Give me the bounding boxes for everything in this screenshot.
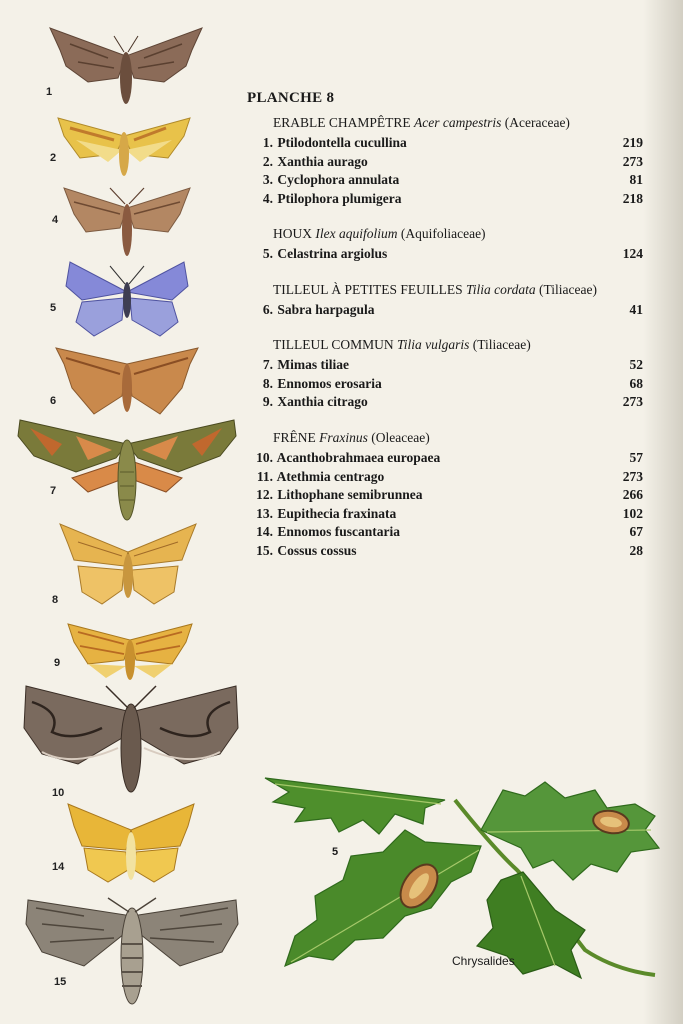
figure-number: 5 [332,846,339,858]
figure-number: 6 [50,395,57,407]
species-name: Ptilophora plumigera [277,190,402,206]
item-number: 7. [262,357,273,372]
species-name: Ennomos fuscantaria [277,524,401,540]
holly-branch-illustration [255,760,675,985]
figure-number: 7 [50,485,57,497]
latin-name: Acer campestris [414,115,502,130]
section-heading [247,337,643,353]
species-row [247,486,643,505]
moth-illustration-2 [56,110,192,182]
species-name: Lithophane semibrunnea [277,487,423,503]
page-number: 41 [629,302,643,317]
figure-number: 4 [52,214,59,226]
item-number: 6. [262,302,273,317]
chrysalides-caption: Chrysalides [452,954,515,968]
item-number: 1. [262,135,273,150]
page-number: 81 [629,172,643,188]
item-number: 5. [262,246,273,261]
species-row [247,356,643,375]
section-heading [247,430,643,446]
species-row [247,505,643,524]
item-number: 2. [262,153,273,169]
figure-number: 14 [52,861,65,873]
species-row [247,542,643,561]
plate-title: PLANCHE 8 [247,90,335,106]
page-number: 124 [622,246,643,261]
species-name: Mimas tiliae [277,357,349,372]
latin-name: Tilia vulgaris [397,337,470,352]
species-name: Xanthia citrago [277,394,368,410]
common-name: ERABLE CHAMPÊTRE [273,115,411,130]
section-heading [247,282,643,298]
page-number: 67 [629,524,643,540]
moth-illustration-4 [62,180,192,258]
species-row [247,153,643,172]
page-number: 52 [629,357,643,372]
section-erable [247,115,643,208]
figure-number: 5 [50,302,57,314]
page-number: 273 [622,153,643,169]
section-frene [247,430,643,561]
common-name: FRÊNE [273,430,316,445]
moth-plate [0,0,240,1024]
common-name: TILLEUL À PETITES FEUILLES [273,282,463,297]
species-name: Cossus cossus [277,542,357,558]
moth-illustration-9 [66,616,194,684]
species-row [247,468,643,487]
species-name: Ennomos erosaria [277,375,382,391]
moth-illustration-6 [54,344,200,420]
figure-number: 8 [52,594,59,606]
section-heading [247,226,643,242]
moth-illustration-5 [64,256,190,340]
common-name: TILLEUL COMMUN [273,337,394,352]
moth-illustration-15 [24,894,240,1006]
species-name: Sabra harpagula [277,302,375,317]
species-row [247,523,643,542]
item-number: 11. [256,468,273,484]
item-number: 8. [262,375,273,391]
item-number: 3. [262,172,273,188]
species-name: Cyclophora annulata [277,172,400,188]
latin-name: Ilex aquifolium [315,226,398,241]
family-name: (Tiliaceae) [538,282,597,297]
species-row [247,171,643,190]
species-name: Celastrina argiolus [277,246,388,261]
item-number: 13. [256,505,273,521]
item-number: 9. [262,394,273,410]
item-number: 14. [256,524,273,540]
species-row [247,449,643,468]
species-row [247,190,643,209]
family-name: (Aquifoliaceae) [400,226,486,241]
figure-number: 9 [54,657,61,669]
item-number: 10. [256,450,273,465]
species-row [247,375,643,394]
moth-illustration-1 [48,22,204,108]
latin-name: Fraxinus [319,430,368,445]
moth-illustration-10 [22,682,240,800]
page-number: 68 [629,375,643,391]
figure-number: 2 [50,152,57,164]
species-name: Atethmia centrago [276,468,385,484]
section-tilleul-commun [247,337,643,412]
figure-number: 10 [52,787,65,799]
page-number: 273 [622,468,643,484]
family-name: (Oleaceae) [371,430,430,445]
species-row [247,134,643,153]
page-number: 102 [622,505,643,521]
figure-number: 15 [54,976,67,988]
moth-illustration-14 [66,800,196,884]
species-name: Xanthia aurago [277,153,368,169]
section-heading [247,115,643,131]
latin-name: Tilia cordata [465,282,536,297]
page-number: 266 [622,487,643,503]
page-number: 219 [622,135,643,150]
common-name: HOUX [273,226,312,241]
family-name: (Aceraceae) [504,115,570,130]
item-number: 12. [256,487,273,503]
species-name: Eupithecia fraxinata [277,505,397,521]
item-number: 15. [256,542,273,558]
item-number: 4. [262,190,273,206]
species-row [247,245,643,264]
page-number: 28 [629,542,643,558]
page-number: 273 [622,394,643,410]
section-tilleul-petites-feuilles [247,282,643,320]
species-row [247,393,643,412]
species-name: Ptilodontella cucullina [277,135,407,150]
family-name: (Tiliaceae) [472,337,531,352]
species-row [247,301,643,320]
moth-illustration-8 [58,520,198,606]
moth-illustration-7 [16,414,238,522]
page-number: 218 [622,190,643,206]
section-houx [247,226,643,264]
figure-number: 1 [46,86,53,98]
page-number: 57 [629,450,643,465]
species-name: Acanthobrahmaea europaea [276,450,441,465]
